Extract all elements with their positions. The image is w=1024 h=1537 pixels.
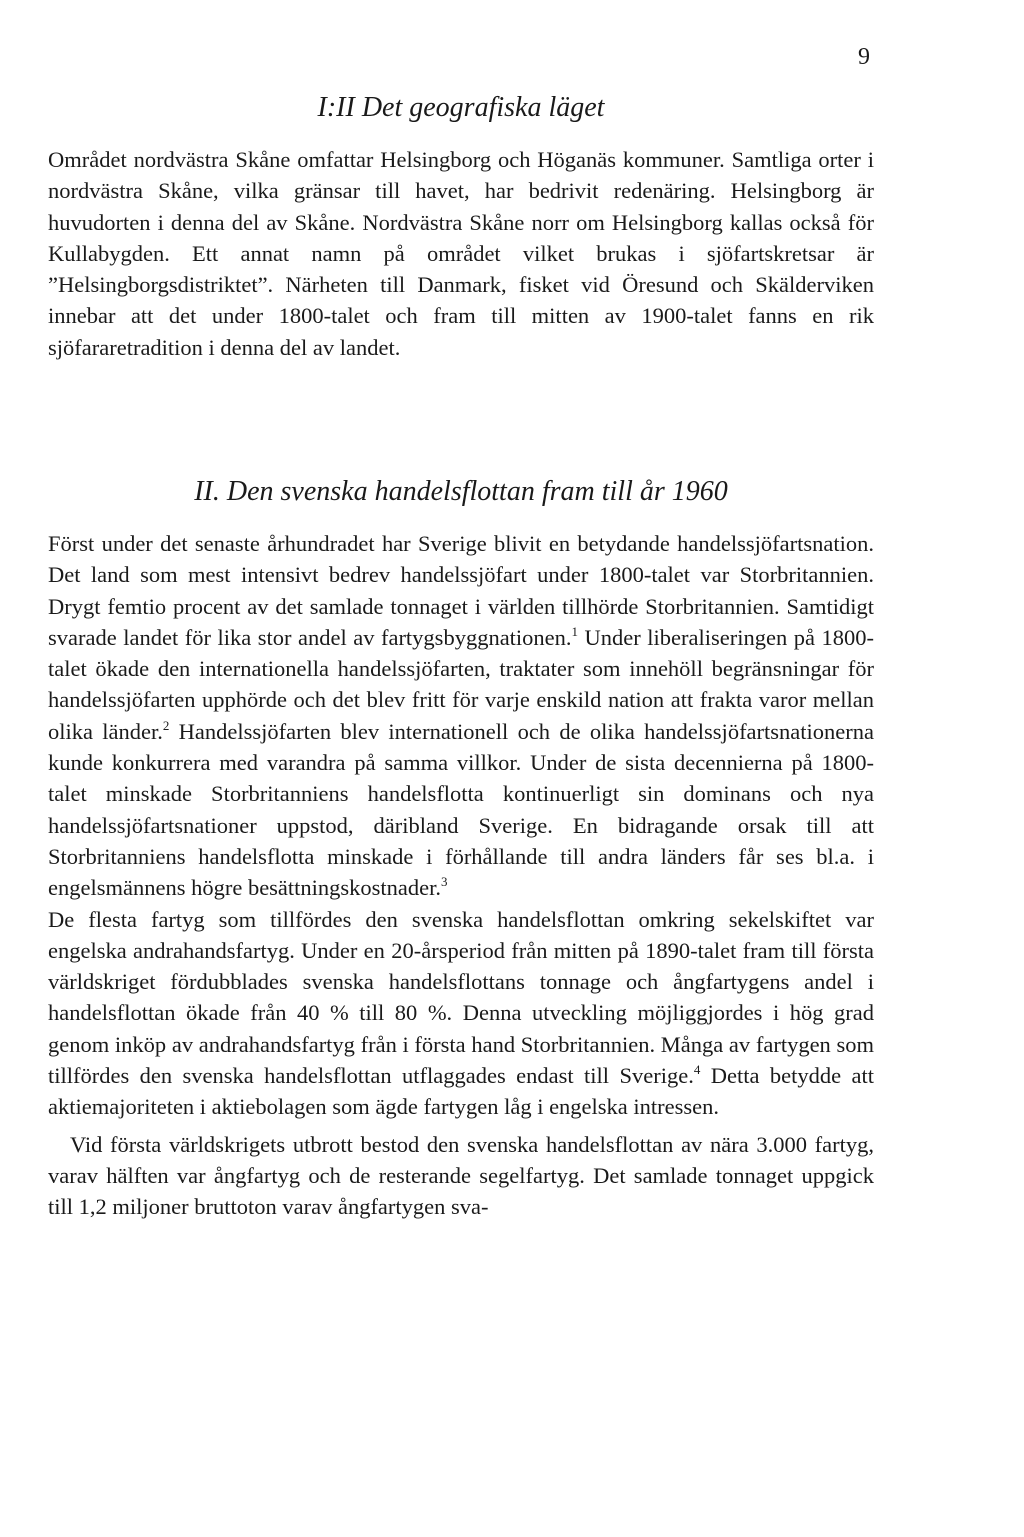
footnote-ref: 1 bbox=[571, 623, 579, 639]
body-paragraph bbox=[48, 528, 874, 904]
section-heading: II. Den svenska handelsflottan fram till år 1960 bbox=[194, 476, 728, 507]
section-heading: I:II Det geografiska läget bbox=[317, 92, 605, 123]
body-paragraph: Vid första världskrigets utbrott bestod den svenska handelsflottan av nära 3.000 fartyg, varav hälften var ångfartyg och de resterande segelfartyg. Det samlade tonnaget uppgick till 1,2 miljoner bruttoton varav ångfartygen sva- bbox=[48, 1131, 874, 1220]
body-paragraph bbox=[48, 904, 874, 1123]
body-paragraph: Området nordvästra Skåne omfattar Helsingborg och Höganäs kommuner. Samtliga orter i nordvästra Skåne, vilka gränsar till havet, har bedrivit redenäring. Helsingborg är huvudorten i denna del av Skåne. Nordvästra Skåne norr om Helsingborg kallas också för Kullabygden. Ett annat namn på området vilket brukas i sjöfartskretsar är ”Helsingborgsdistriktet”. Närheten till Danmark, fisket vid Öresund och Skälderviken innebar att det under 1800-talet och fram till mitten av 1900-talet fanns en rik sjöfararetradition i denna del av landet. bbox=[48, 147, 874, 360]
paragraph-text: Först under det senaste århundradet har Sverige blivit en betydande handelssjöfartsnation. Det land som mest intensivt bedrev handelssjöfart under 1800-talet var Storbritannien. Drygt femtio procent av det samlade tonnaget i världen tillhörde Storbritannien. Samtidigt svarade landet för lika stor andel av fartygsbyggnationen. bbox=[48, 531, 874, 650]
paragraph-text: Detta betydde att aktiemajoriteten i aktiebolagen som ägde fartygen låg i engelska intressen. bbox=[48, 1063, 874, 1120]
footnote-ref: 2 bbox=[162, 717, 170, 733]
paragraph-text: Under liberaliseringen på 1800-talet ökade den internationella handelssjöfarten, traktater som innehöll begränsningar för handelssjöfarten upphörde och det blev fritt för varje enskild nation att frakta varor mellan olika länder. bbox=[48, 624, 874, 744]
section-geografiska-laget bbox=[48, 88, 874, 363]
footnote-ref: 4 bbox=[693, 1062, 701, 1078]
paragraph-text: De flesta fartyg som tillfördes den svenska handelsflottan omkring sekelskiftet var engelska andrahandsfartyg. Under en 20-årsperiod från mitten på 1890-talet fram till första världskriget fördubblades svenska handelsflottans tonnage och ångfartygens andel i handelsflottan ökade från 40 % till 80 %. Denna utveckling möjliggjordes i hög grad genom inköp av andrahandsfartyg från i första hand Storbritannien. Många av fartygen som tillfördes den svenska handelsflottan utflaggades endast till Sverige. bbox=[48, 906, 874, 1089]
page-number: 9 bbox=[858, 44, 870, 70]
footnote-ref: 3 bbox=[441, 874, 448, 890]
section-handelsflottan bbox=[48, 472, 874, 1223]
paragraph-text: Handelssjöfarten blev internationell och de olika handelssjöfartsnationerna kunde konkurrera med varandra på samma villkor. Under de sista decennierna på 1800-talet minskade Storbritanniens handelsflotta kontinuerligt sin dominans och nya handelssjöfartsnationer uppstod, däribland Sverige. En bidragande orsak till att Storbritanniens handelsflotta minskade i förhållande till andra länders får ses bl.a. i engelsmännens högre besättningskostnader. bbox=[48, 718, 874, 901]
